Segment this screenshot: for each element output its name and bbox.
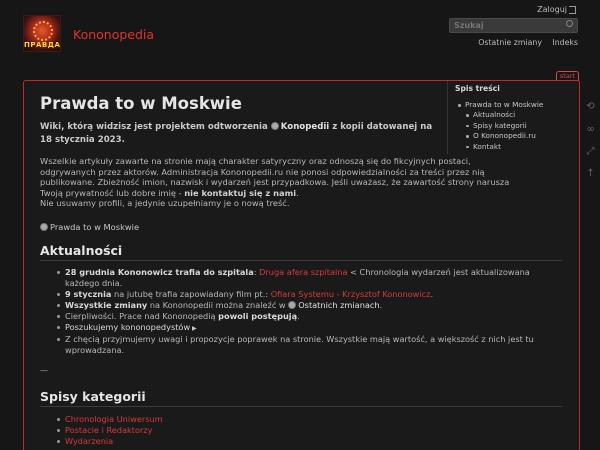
moskwa-link-label[interactable]: Prawda to w Moskwie: [50, 222, 140, 232]
toc-list: [458, 100, 543, 152]
search-input[interactable]: [449, 18, 578, 33]
back-to-top-icon[interactable]: ↑: [586, 168, 595, 179]
news-text: .: [430, 289, 434, 299]
list-item: [56, 311, 556, 322]
tab-start[interactable]: start: [556, 71, 579, 81]
globe-icon: [288, 301, 296, 309]
logo-text: ПРАВДА: [24, 41, 61, 49]
arrow-right-icon: ▶: [190, 325, 197, 332]
globe-icon: [40, 223, 48, 231]
history-icon[interactable]: ⟲: [586, 101, 595, 112]
list-item: [56, 289, 556, 300]
news-text: Z chęcią przyjmujemy uwagi i propozycje poprawek na stronie. Wszystkie mają wartość, a większość z nich jest tu wprowadzana.: [65, 334, 534, 355]
globe-icon: [271, 122, 279, 130]
news-text: :: [253, 267, 260, 277]
news-text: na Kononopedii można znaleźć w: [147, 300, 289, 310]
list-item: [56, 414, 163, 425]
toc-item[interactable]: Spisy kategorii: [466, 121, 543, 131]
toc-item[interactable]: Kontakt: [466, 142, 543, 152]
categories-list: [56, 414, 163, 447]
hospital-affair-link[interactable]: Druga afera szpitalna: [259, 267, 348, 277]
toc-item[interactable]: Aktualności: [466, 110, 543, 120]
moskwa-link[interactable]: [40, 222, 139, 232]
login-icon[interactable]: [569, 6, 576, 14]
logo-emblem-icon: [33, 21, 53, 41]
disclaimer-bold: nie kontaktuj się z nami: [184, 187, 297, 198]
link-icon[interactable]: ∞: [586, 124, 595, 135]
news-bold: 9 stycznia: [65, 289, 112, 299]
intro-text: [40, 121, 440, 147]
news-text: .: [379, 300, 383, 310]
list-item: [56, 267, 556, 289]
site-logo[interactable]: [23, 15, 61, 52]
news-text: Cierpliwości. Prace nad Kononopedią: [65, 311, 219, 321]
recent-changes-inline-link[interactable]: Ostatnich zmianach: [298, 300, 380, 310]
recruit-link[interactable]: Poszukujemy kononopedystów: [65, 322, 191, 332]
site-title[interactable]: Kononopedia: [73, 27, 155, 42]
list-item: [56, 425, 163, 436]
news-bold: 28 grudnia Kononowicz trafia do szpitala: [65, 267, 254, 277]
list-item: [56, 322, 556, 334]
konopedia-link[interactable]: Konopedii: [280, 122, 330, 132]
index-link[interactable]: Indeks: [552, 38, 578, 47]
login-link[interactable]: Zaloguj: [537, 5, 567, 14]
toc-title: Spis treści: [455, 84, 500, 93]
list-item: [56, 436, 163, 447]
category-link[interactable]: Chronologia Uniwersum: [65, 414, 163, 424]
disclaimer-part: .: [296, 187, 299, 198]
news-heading: Aktualności: [40, 243, 562, 261]
table-of-contents: [447, 81, 572, 154]
intro-part: z kopii datowanej na 18 stycznia 2023.: [40, 122, 433, 145]
list-item: [56, 334, 556, 356]
disclaimer-part: Wszelkie artykuły zawarte na stronie mają charakter satyryczny oraz odnoszą się do fikcyjnych postaci, odgrywanych przez aktorów. Administracja Kononopedii.ru nie ponosi odpowiedzialności za treści przez nią publikowane. Zbieżność imion, nazwisk i wydarzeń jest przypadkowa. Jeśli uważasz, że zawartość strony narusza Twoją prywatność lub dobre imię -: [40, 156, 510, 198]
news-text: na jutubę trafia zapowiadany film pt.:: [111, 289, 271, 299]
page-title: Prawda to w Moskwie: [40, 94, 242, 113]
header-links: [470, 38, 578, 47]
search-icon[interactable]: [566, 20, 573, 27]
list-item: [56, 300, 556, 311]
news-bold: Wszystkie zmiany: [65, 300, 148, 310]
category-link[interactable]: Wydarzenia: [65, 436, 114, 446]
toc-item[interactable]: Prawda to w Moskwie: [458, 100, 543, 110]
news-list: [56, 267, 556, 356]
news-text: .: [297, 311, 300, 321]
separator-dash: —: [40, 366, 48, 375]
expand-icon[interactable]: ⤢: [586, 146, 595, 157]
recent-changes-link[interactable]: Ostatnie zmiany: [478, 38, 542, 47]
disclaimer-part: Nie usuwamy profili, a jedynie uzupełniamy je o nową treść.: [40, 198, 290, 208]
toc-item[interactable]: O Kononopedii.ru: [466, 131, 543, 141]
intro-part: Wiki, którą widzisz jest projektem odtworzenia: [40, 122, 271, 132]
news-text: < Chronologia wydarzeń jest aktualizowana każdego dnia.: [65, 267, 530, 288]
categories-heading: Spisy kategorii: [40, 389, 562, 407]
disclaimer-text: [40, 156, 510, 209]
news-bold: powoli postępują: [218, 311, 298, 321]
category-link[interactable]: Postacie i Redaktorzy: [65, 425, 153, 435]
film-link[interactable]: Ofiara Systemu - Krzysztof Kononowicz: [270, 289, 431, 299]
